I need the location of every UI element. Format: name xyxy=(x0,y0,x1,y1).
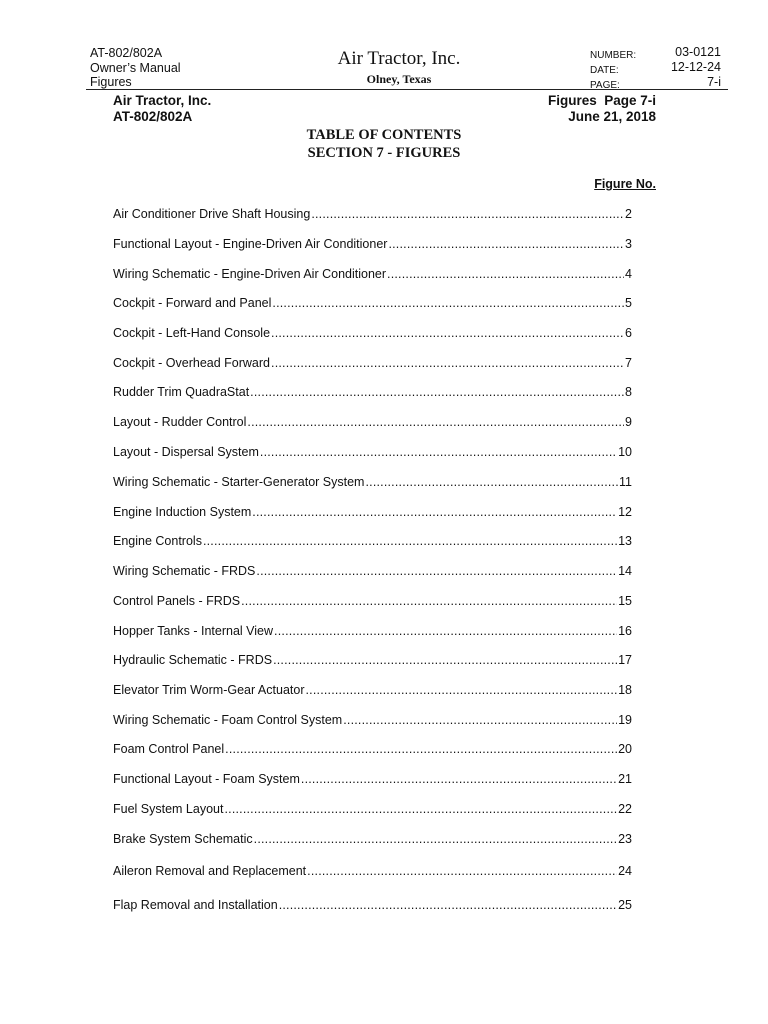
toc-entry-label: Cockpit - Forward and Panel xyxy=(113,296,272,310)
toc-entry[interactable] xyxy=(113,802,632,817)
dot-leader xyxy=(241,594,617,609)
toc-entry-label: Engine Controls xyxy=(113,534,202,548)
toc-entry-page: 25 xyxy=(618,898,632,912)
toc-entry-label: Foam Control Panel xyxy=(113,742,225,756)
dot-leader xyxy=(301,772,617,787)
toc-entry[interactable] xyxy=(113,475,632,490)
header-section: Figures xyxy=(90,75,132,89)
toc-entry-page: 22 xyxy=(618,802,632,816)
dot-leader xyxy=(271,326,624,341)
toc-entry-label: Wiring Schematic - Foam Control System xyxy=(113,713,343,727)
toc-entry[interactable] xyxy=(113,594,632,609)
toc-entry[interactable] xyxy=(113,864,632,879)
subheader-right xyxy=(548,93,656,125)
dot-leader xyxy=(203,534,617,549)
toc-entry-page: 2 xyxy=(625,207,632,221)
toc-entry-page: 24 xyxy=(618,864,632,878)
dot-leader xyxy=(225,742,617,757)
subheader-date: June 21, 2018 xyxy=(568,109,656,124)
toc-entry[interactable] xyxy=(113,624,632,639)
page-value: 7-i xyxy=(707,75,721,89)
dot-leader xyxy=(271,356,624,371)
toc-entry[interactable] xyxy=(113,742,632,757)
toc-entry-page: 19 xyxy=(618,713,632,727)
figure-no-column-header: Figure No. xyxy=(594,177,656,191)
toc-entry-page: 10 xyxy=(618,445,632,459)
dot-leader xyxy=(387,267,624,282)
toc-entry-label: Wiring Schematic - Starter-Generator System xyxy=(113,475,365,489)
dot-leader xyxy=(311,207,624,222)
toc-entry-label: Fuel System Layout xyxy=(113,802,224,816)
dot-leader xyxy=(247,415,624,430)
toc-entry[interactable] xyxy=(113,683,632,698)
toc-entry-label: Functional Layout - Foam System xyxy=(113,772,300,786)
date-value: 12-12-24 xyxy=(670,60,721,74)
header-divider xyxy=(86,89,728,90)
toc-entry-label: Layout - Dispersal System xyxy=(113,445,259,459)
toc-entry-page: 17 xyxy=(618,653,632,667)
dot-leader xyxy=(224,802,617,817)
toc-entry-page: 16 xyxy=(618,624,632,638)
toc-title: TABLE OF CONTENTS xyxy=(306,127,462,143)
toc-entry[interactable] xyxy=(113,713,632,728)
number-value: 03-0121 xyxy=(675,45,721,59)
header-manual: Owner’s Manual xyxy=(90,60,181,75)
page-label: PAGE: xyxy=(590,80,620,91)
toc-entry-label: Flap Removal and Installation xyxy=(113,898,278,912)
dot-leader xyxy=(343,713,617,728)
toc-entry-page: 15 xyxy=(618,594,632,608)
toc-entry-page: 23 xyxy=(618,832,632,846)
toc-entry[interactable] xyxy=(113,296,632,311)
toc-entry-page: 4 xyxy=(625,267,632,281)
toc-entry-label: Control Panels - FRDS xyxy=(113,594,241,608)
toc-entry[interactable] xyxy=(113,445,632,460)
toc-entry-label: Cockpit - Left-Hand Console xyxy=(113,326,271,340)
toc-entry[interactable] xyxy=(113,267,632,282)
dot-leader xyxy=(273,653,617,668)
toc-entry-page: 13 xyxy=(618,534,632,548)
toc-heading xyxy=(0,126,768,162)
dot-leader xyxy=(252,505,617,520)
dot-leader xyxy=(272,296,624,311)
toc-entry-page: 6 xyxy=(625,326,632,340)
toc-entry[interactable] xyxy=(113,505,632,520)
toc-entry-label: Aileron Removal and Replacement xyxy=(113,864,307,878)
subheader-page: Figures Page 7-i xyxy=(547,93,656,108)
toc-entry[interactable] xyxy=(113,832,632,847)
toc-entry-page: 21 xyxy=(618,772,632,786)
header-location: Olney, Texas xyxy=(366,72,432,86)
subheader-model: AT-802/802A xyxy=(113,109,193,124)
number-label: NUMBER: xyxy=(590,50,637,61)
toc-entry-page: 3 xyxy=(625,237,632,251)
toc-entry[interactable] xyxy=(113,326,632,341)
toc-entry-label: Layout - Rudder Control xyxy=(113,415,247,429)
toc-entry[interactable] xyxy=(113,653,632,668)
toc-entry-page: 9 xyxy=(625,415,632,429)
toc-entry-label: Functional Layout - Engine-Driven Air Conditioner xyxy=(113,237,388,251)
toc-entry-page: 20 xyxy=(618,742,632,756)
toc-entry-label: Rudder Trim QuadraStat xyxy=(113,385,250,399)
toc-entry-label: Wiring Schematic - Engine-Driven Air Conditioner xyxy=(113,267,387,281)
toc-entry-page: 14 xyxy=(618,564,632,578)
toc-entry-label: Elevator Trim Worm-Gear Actuator xyxy=(113,683,305,697)
dot-leader xyxy=(307,864,617,879)
date-label: DATE: xyxy=(590,65,619,76)
toc-entry[interactable] xyxy=(113,237,632,252)
toc-entry[interactable] xyxy=(113,898,632,913)
dot-leader xyxy=(260,445,617,460)
toc-entry-page: 12 xyxy=(618,505,632,519)
subheader-company: Air Tractor, Inc. xyxy=(113,93,212,108)
subheader-left xyxy=(113,93,211,125)
dot-leader xyxy=(388,237,624,252)
header-company: Air Tractor, Inc. xyxy=(337,48,461,69)
dot-leader xyxy=(256,564,617,579)
document-header-labels xyxy=(590,48,636,93)
toc-entry-label: Cockpit - Overhead Forward xyxy=(113,356,271,370)
toc-entry-page: 11 xyxy=(619,475,632,489)
toc-subtitle: SECTION 7 - FIGURES xyxy=(307,145,461,161)
dot-leader xyxy=(279,898,617,913)
toc-entry[interactable] xyxy=(113,564,632,579)
dot-leader xyxy=(306,683,618,698)
dot-leader xyxy=(365,475,618,490)
document-header-center xyxy=(300,48,498,87)
toc-entry-label: Engine Induction System xyxy=(113,505,252,519)
toc-entry[interactable] xyxy=(113,772,632,787)
toc-entry[interactable] xyxy=(113,385,632,400)
toc-entry[interactable] xyxy=(113,415,632,430)
toc-entry-label: Wiring Schematic - FRDS xyxy=(113,564,256,578)
dot-leader xyxy=(250,385,624,400)
document-header-values xyxy=(671,45,721,90)
header-model: AT-802/802A xyxy=(90,46,163,60)
toc-entry-label: Brake System Schematic xyxy=(113,832,253,846)
toc-entry[interactable] xyxy=(113,534,632,549)
document-header-left xyxy=(90,46,181,90)
toc-entry-page: 7 xyxy=(625,356,632,370)
toc-entry-label: Hydraulic Schematic - FRDS xyxy=(113,653,273,667)
dot-leader xyxy=(274,624,617,639)
toc-entry-page: 18 xyxy=(618,683,632,697)
toc-entry-page: 5 xyxy=(625,296,632,310)
toc-entry[interactable] xyxy=(113,207,632,222)
toc-entry-page: 8 xyxy=(625,385,632,399)
toc-entry-label: Air Conditioner Drive Shaft Housing xyxy=(113,207,311,221)
toc-entry-label: Hopper Tanks - Internal View xyxy=(113,624,274,638)
dot-leader xyxy=(254,832,617,847)
toc-entry[interactable] xyxy=(113,356,632,371)
